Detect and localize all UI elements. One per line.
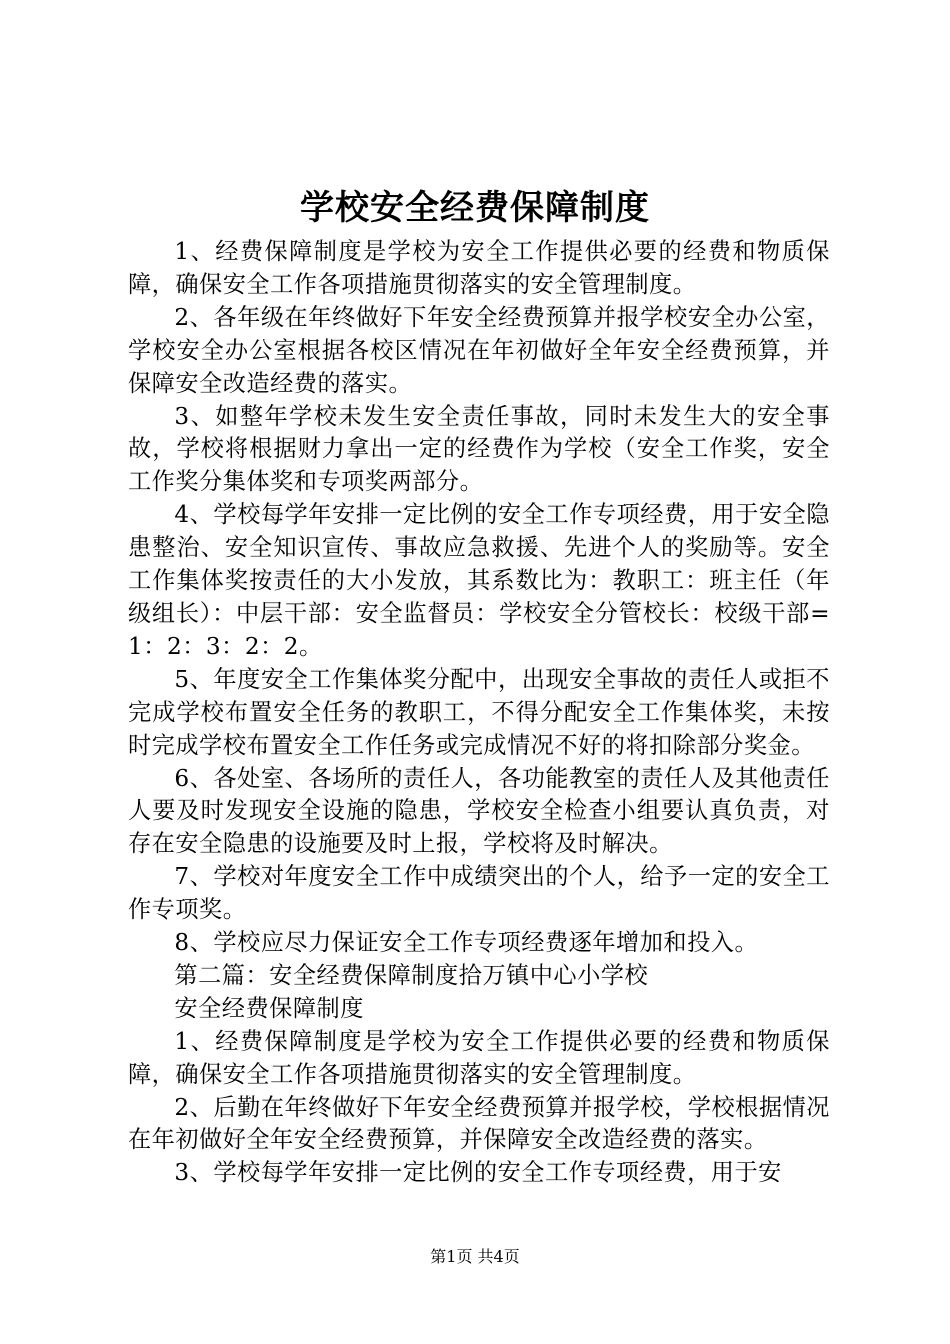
paragraph-7: 7、学校对年度安全工作中成绩突出的个人，给予一定的安全工作专项奖。 [128,863,830,924]
section-heading: 第二篇：安全经费保障制度拾万镇中心小学校 [174,961,649,989]
paragraph-8: 8、学校应尽力保证安全工作专项经费逐年增加和投入。 [174,929,759,957]
paragraph-10: 2、后勤在年终做好下年安全经费预算并报学校，学校根据情况在年初做好全年安全经费预算，并保障安全改造经费的落实。 [128,1093,830,1154]
document-body [128,236,830,1190]
paragraph-9: 1、经费保障制度是学校为安全工作提供必要的经费和物质保障，确保安全工作各项措施贯彻落实的安全管理制度。 [128,1027,830,1088]
paragraph-5: 5、年度安全工作集体奖分配中，出现安全事故的责任人或拒不完成学校布置安全任务的教职工，不得分配安全工作集体奖，未按时完成学校布置安全工作任务或完成情况不好的将扣除部分奖金。 [128,665,830,759]
paragraph-11: 3、学校每学年安排一定比例的安全工作专项经费，用于安 [174,1159,782,1187]
paragraph-3: 3、如整年学校未发生安全责任事故，同时未发生大的安全事故，学校将根据财力拿出一定的经费作为学校（安全工作奖，安全工作奖分集体奖和专项奖两部分。 [128,402,830,496]
document-title: 学校安全经费保障制度 [300,188,650,228]
paragraph-6: 6、各处室、各场所的责任人，各功能教室的责任人及其他责任人要及时发现安全设施的隐患，学校安全检查小组要认真负责，对存在安全隐患的设施要及时上报，学校将及时解决。 [128,764,830,858]
paragraph-4: 4、学校每学年安排一定比例的安全工作专项经费，用于安全隐患整治、安全知识宣传、事故应急救援、先进个人的奖励等。安全工作集体奖按责任的大小发放，其系数比为：教职工：班主任（年级组长）：中层干部：安全监督员：学校安全分管校长：校级干部=1：2：3：2：2。 [128,501,830,660]
page-number: 第1页 共4页 [430,1247,520,1266]
paragraph-2: 2、各年级在年终做好下年安全经费预算并报学校安全办公室，学校安全办公室根据各校区情况在年初做好全年安全经费预算，并保障安全改造经费的落实。 [128,303,830,397]
paragraph-1: 1、经费保障制度是学校为安全工作提供必要的经费和物质保障，确保安全工作各项措施贯彻落实的安全管理制度。 [128,238,830,298]
section-subheading: 安全经费保障制度 [174,994,364,1022]
